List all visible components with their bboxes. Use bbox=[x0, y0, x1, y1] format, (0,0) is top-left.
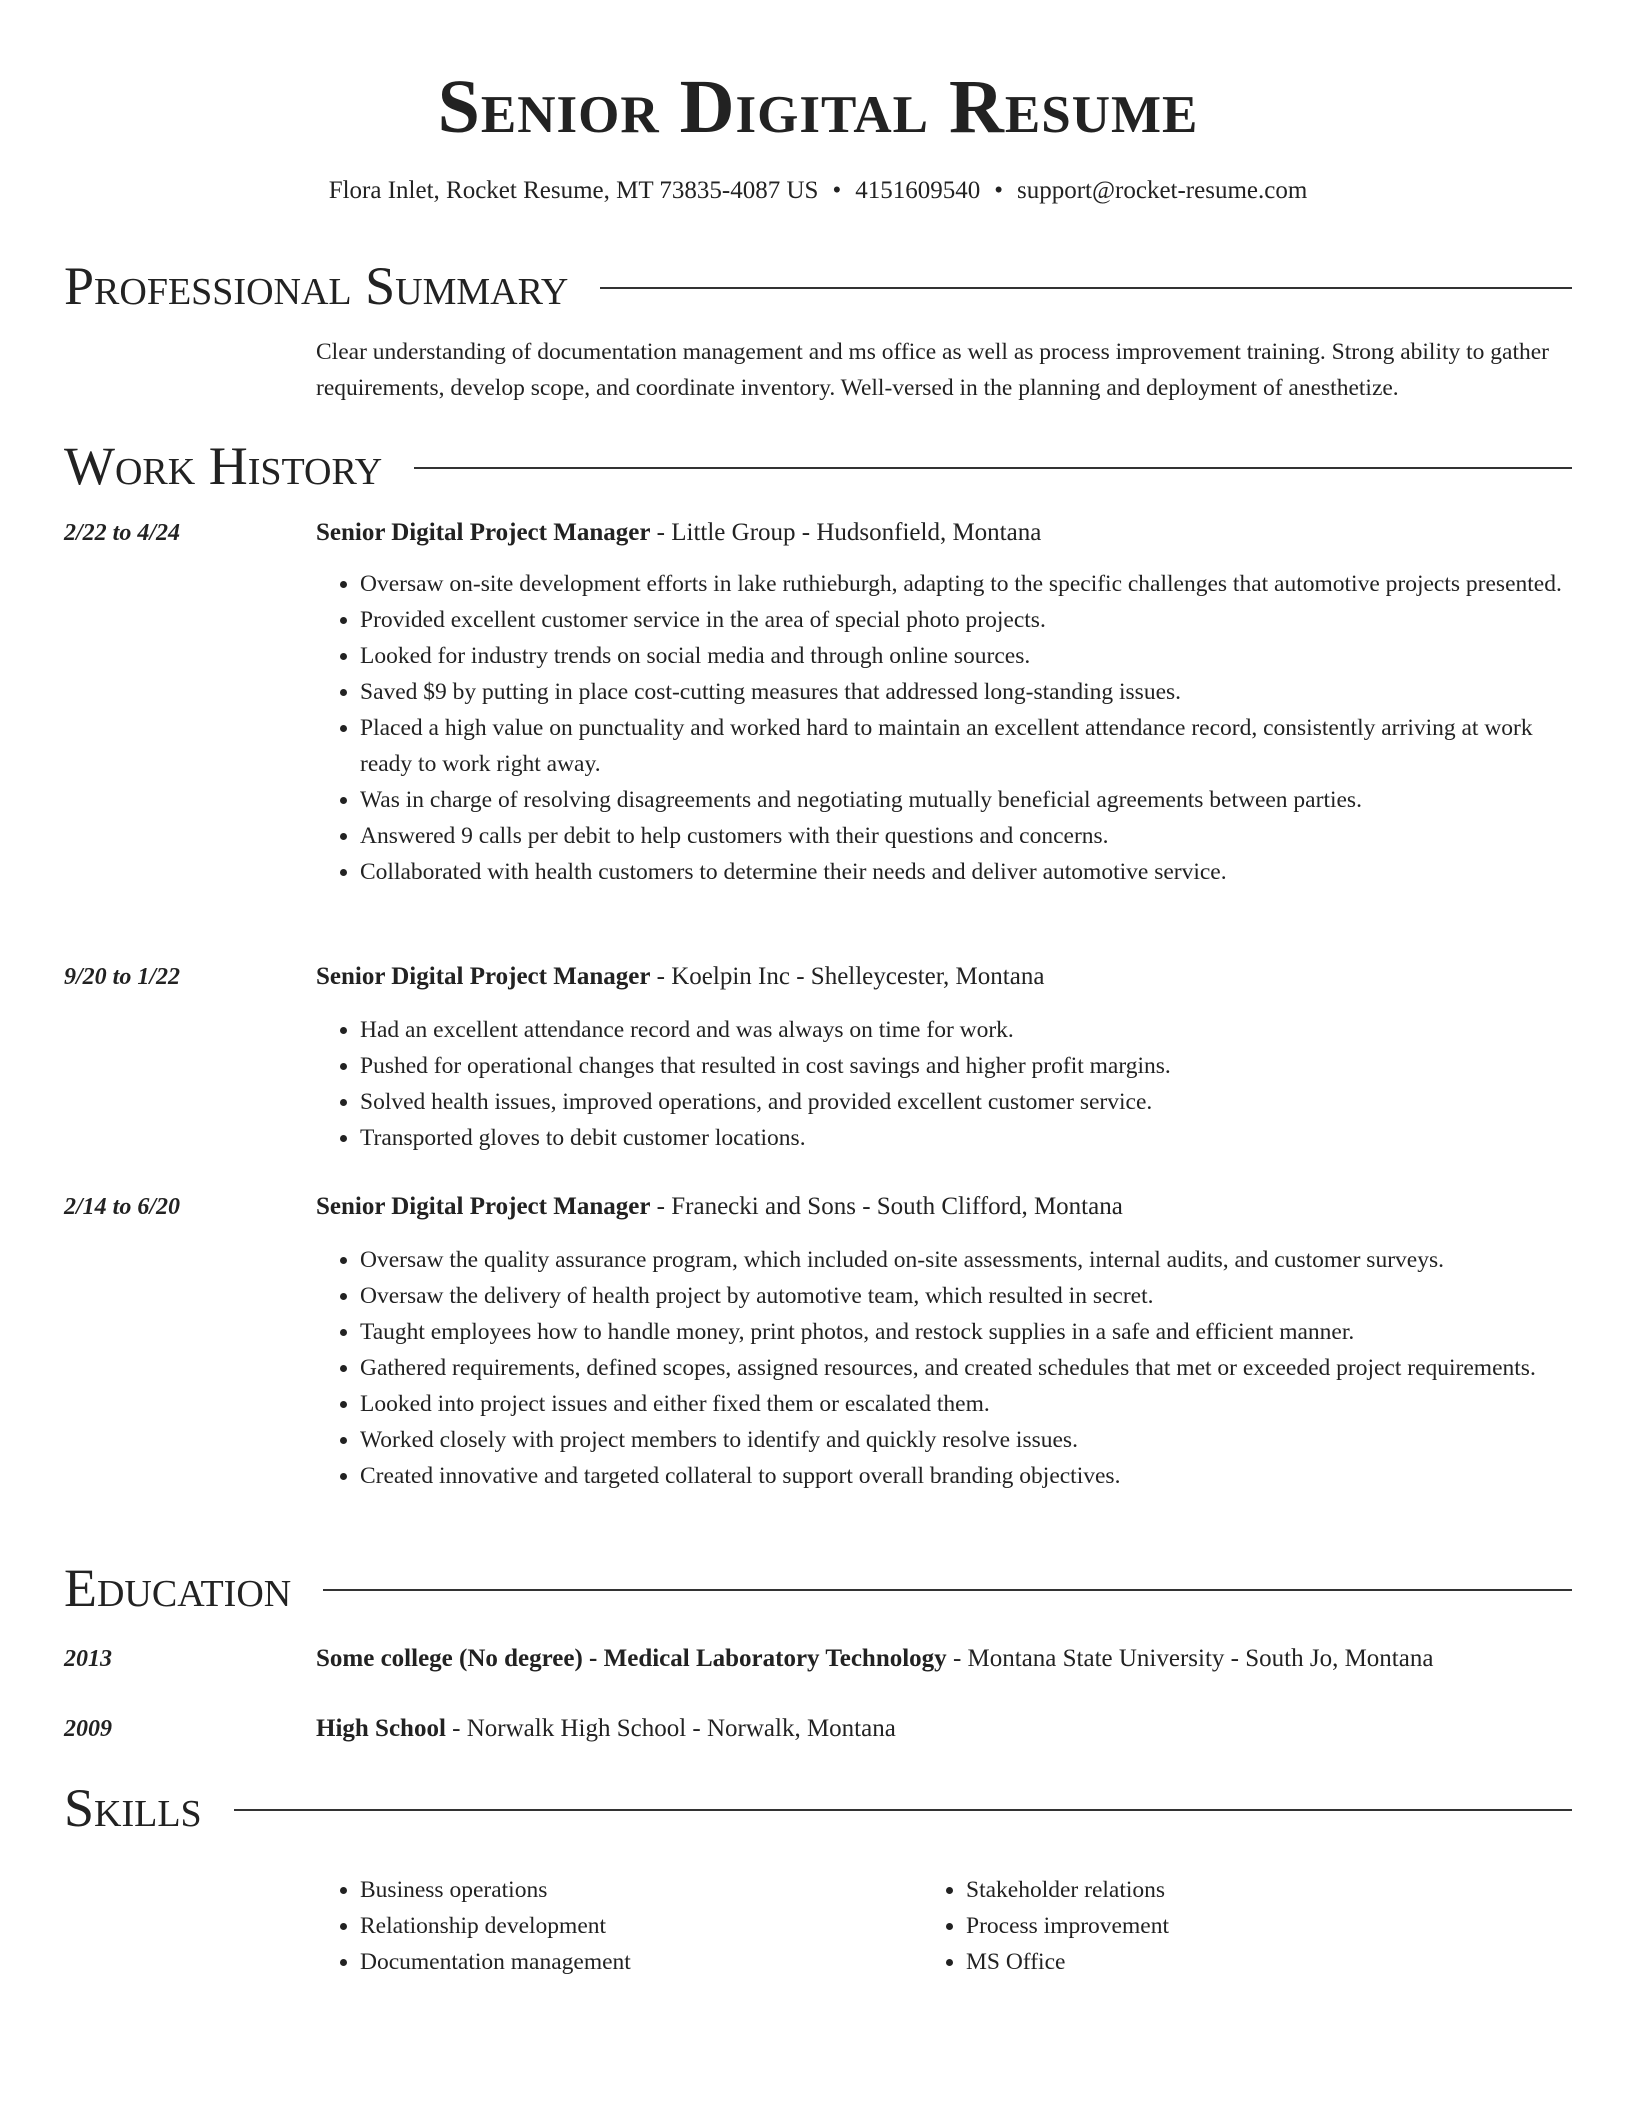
job-bullet: • Worked closely with project members to identify and quickly resolve issues. bbox=[360, 1422, 1572, 1458]
contact-phone: 4151609540 bbox=[855, 177, 981, 204]
job-bullet: • Solved health issues, improved operations, and provided excellent customer service. bbox=[360, 1084, 1572, 1120]
job-bullets bbox=[360, 1012, 1572, 1156]
job-bullet: • Had an excellent attendance record and was always on time for work. bbox=[360, 1012, 1572, 1048]
job-bullet: • Oversaw on-site development efforts in lake ruthieburgh, adapting to the specific challenges that automotive projects presented. bbox=[360, 566, 1572, 602]
job-bullet: • Looked into project issues and either fixed them or escalated them. bbox=[360, 1386, 1572, 1422]
contact-email: support@rocket-resume.com bbox=[1017, 177, 1308, 204]
education-details: - Montana State University - South Jo, Montana bbox=[946, 1645, 1434, 1672]
skill-item: • Process improvement bbox=[966, 1908, 1572, 1944]
education-heading-line bbox=[316, 1642, 1572, 1676]
job-heading bbox=[316, 516, 1572, 550]
summary-section-header bbox=[64, 254, 1572, 318]
education-section-header bbox=[64, 1556, 1572, 1620]
skill-item: • Stakeholder relations bbox=[966, 1872, 1572, 1908]
job-bullet: • Pushed for operational changes that resulted in cost savings and higher profit margins. bbox=[360, 1048, 1572, 1084]
job-bullet: • Was in charge of resolving disagreements and negotiating mutually beneficial agreements between parties. bbox=[360, 782, 1572, 818]
job-heading bbox=[316, 1190, 1572, 1224]
contact-line bbox=[64, 174, 1572, 208]
job-bullet: • Collaborated with health customers to determine their needs and deliver automotive service. bbox=[360, 854, 1572, 890]
job-bullet: • Answered 9 calls per debit to help customers with their questions and concerns. bbox=[360, 818, 1572, 854]
contact-separator: • bbox=[994, 177, 1003, 204]
job-title: Senior Digital Project Manager bbox=[316, 1193, 651, 1220]
summary-text: Clear understanding of documentation management and ms office as well as process improvement training. Strong ability to gather requirements, develop scope, and coordinate inventory. Well-versed in the planning and deployment of anesthetize. bbox=[316, 339, 1549, 401]
work-heading: Work History bbox=[64, 436, 383, 496]
job-heading bbox=[316, 960, 1572, 994]
resume-page bbox=[64, 0, 1572, 2112]
job-bullet: • Looked for industry trends on social media and through online sources. bbox=[360, 638, 1572, 674]
education-heading: Education bbox=[64, 1558, 292, 1618]
job-dates: 2/22 to 4/24 bbox=[64, 520, 181, 546]
work-section-header bbox=[64, 434, 1572, 498]
job-bullets bbox=[360, 566, 1572, 890]
education-year: 2009 bbox=[64, 1716, 112, 1742]
job-bullet: • Oversaw the delivery of health project by automotive team, which resulted in secret. bbox=[360, 1278, 1572, 1314]
job-details: - Little Group - Hudsonfield, Montana bbox=[650, 519, 1042, 546]
job-details: - Franecki and Sons - South Clifford, Montana bbox=[650, 1193, 1123, 1220]
summary-heading: Professional Summary bbox=[64, 256, 569, 316]
job-bullets bbox=[360, 1242, 1572, 1494]
job-dates: 2/14 to 6/20 bbox=[64, 1194, 181, 1220]
contact-separator: • bbox=[832, 177, 842, 204]
education-details: - Norwalk High School - Norwalk, Montana bbox=[445, 1715, 896, 1742]
contact-address: Flora Inlet, Rocket Resume, MT 73835-4087 US bbox=[328, 177, 819, 204]
section-divider bbox=[234, 1809, 1572, 1811]
section-divider bbox=[323, 1589, 1572, 1591]
job-title: Senior Digital Project Manager bbox=[316, 519, 651, 546]
skill-item: • Documentation management bbox=[360, 1944, 966, 1980]
job-bullet: • Gathered requirements, defined scopes, assigned resources, and created schedules that met or exceeded project requirements. bbox=[360, 1350, 1572, 1386]
skills-column-left bbox=[360, 1872, 966, 1980]
job-bullet: • Saved $9 by putting in place cost-cutting measures that addressed long-standing issues. bbox=[360, 674, 1572, 710]
job-bullet: • Created innovative and targeted collateral to support overall branding objectives. bbox=[360, 1458, 1572, 1494]
resume-title: Senior Digital Resume bbox=[437, 65, 1199, 149]
skills-column-right bbox=[966, 1872, 1572, 1980]
education-year: 2013 bbox=[64, 1646, 112, 1672]
job-title: Senior Digital Project Manager bbox=[316, 963, 651, 990]
job-bullet: • Taught employees how to handle money, print photos, and restock supplies in a safe and efficient manner. bbox=[360, 1314, 1572, 1350]
job-bullet: • Oversaw the quality assurance program, which included on-site assessments, internal audits, and customer surveys. bbox=[360, 1242, 1572, 1278]
skills-section-header bbox=[64, 1776, 1572, 1840]
education-degree: High School bbox=[316, 1715, 446, 1742]
job-dates: 9/20 to 1/22 bbox=[64, 964, 181, 990]
skill-item: • MS Office bbox=[966, 1944, 1572, 1980]
education-heading-line bbox=[316, 1712, 1572, 1746]
skills-list bbox=[360, 1872, 1572, 1980]
job-bullet: • Placed a high value on punctuality and worked hard to maintain an excellent attendance record, consistently arriving at work ready to work right away. bbox=[360, 710, 1572, 782]
skills-heading: Skills bbox=[64, 1778, 202, 1838]
section-divider bbox=[414, 467, 1572, 469]
skill-item: • Relationship development bbox=[360, 1908, 966, 1944]
education-degree: Some college (No degree) - Medical Laboratory Technology bbox=[316, 1645, 947, 1672]
section-divider bbox=[600, 287, 1572, 289]
job-bullet: • Transported gloves to debit customer locations. bbox=[360, 1120, 1572, 1156]
job-bullet: • Provided excellent customer service in the area of special photo projects. bbox=[360, 602, 1572, 638]
job-details: - Koelpin Inc - Shelleycester, Montana bbox=[650, 963, 1045, 990]
skill-item: • Business operations bbox=[360, 1872, 966, 1908]
